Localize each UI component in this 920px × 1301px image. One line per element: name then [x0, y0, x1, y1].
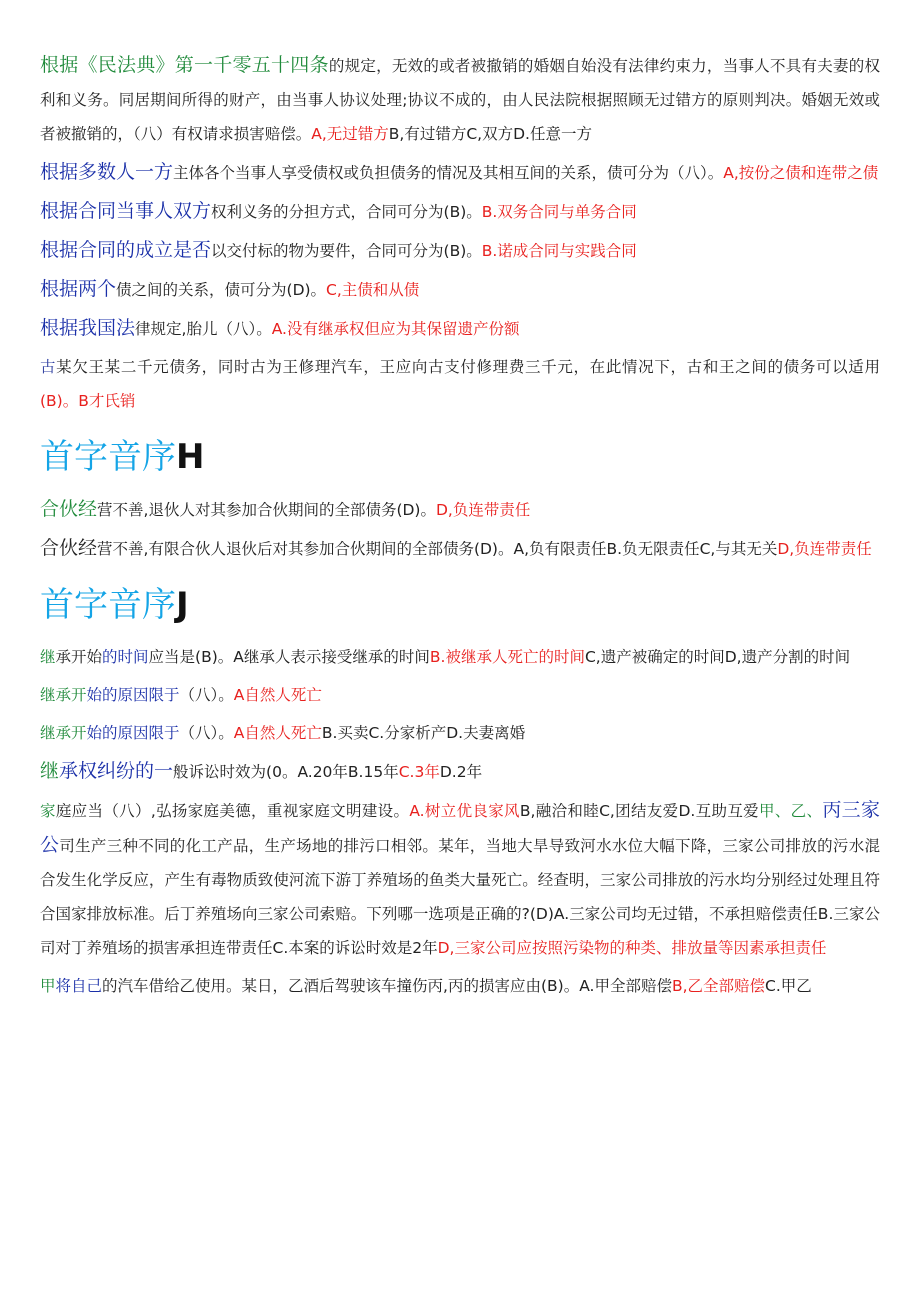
entry-text-span: A自然人死亡 — [233, 724, 322, 742]
entry-text-span: 甲 — [40, 977, 56, 995]
section-heading-h — [40, 432, 880, 482]
entry-text-span: 继 — [40, 760, 60, 782]
entry-paragraph — [40, 194, 880, 229]
entry-paragraph — [40, 969, 880, 1003]
entry-paragraph — [40, 531, 880, 566]
entry-paragraph — [40, 640, 880, 674]
entry-paragraph — [40, 233, 880, 268]
entry-paragraph — [40, 48, 880, 151]
entry-text-span: C.甲乙 — [765, 977, 812, 995]
entry-text-span: B.买卖C.分家析产D.夫妻离婚 — [321, 724, 526, 742]
entry-text-span: 营不善,退伙人对其参加合伙期间的全部债务(D)。 — [97, 501, 436, 519]
entry-text-span: 般诉讼时效为(0。A.20年B.15年 — [173, 763, 399, 781]
entry-text-span: D.2年 — [439, 763, 483, 781]
entry-text-span: 司生产三种不同的化工产品，生产场地的排污口相邻。某年，当地大旱导致河水水位大幅下降，三家公司排放的污水混合发生化学反应，产生有毒物质致使河流下游丁养殖场的鱼类大量死亡。经查明，三家公司排放的污水均分别经过处理且符合国家排放标准。后丁养殖场向三家公司索赔。下列哪一选项是正确的?(D)A.三家公司均无过错，不承担赔偿责任B.三家公司对丁养殖场的损害承担连带责任C.本案的诉讼时效是2年 — [40, 837, 880, 957]
entry-paragraph — [40, 716, 880, 750]
heading-j-letter: J — [176, 585, 189, 625]
entry-text-span: B.双务合同与单务合同 — [481, 203, 637, 221]
entry-text-span: （八）。 — [179, 724, 234, 742]
entry-paragraph — [40, 311, 880, 346]
entry-text-span: C,遗产被确定的时间D,遗产分割的时间 — [584, 648, 851, 666]
entry-text-span: 始的原因限于 — [86, 724, 180, 742]
entry-text-span: 根据《民法典》第一千零五十四条 — [40, 54, 329, 76]
entry-text-span: 甲、乙、 — [759, 802, 823, 820]
entry-text-span: 权利义务的分担方式，合同可分为(B)。 — [211, 203, 482, 221]
entry-text-span: 继承开 — [40, 724, 87, 742]
entry-text-span: 古 — [40, 358, 57, 376]
entry-text-span: 债之间的关系，债可分为(D)。 — [116, 281, 327, 299]
entry-text-span: B.诺成合同与实践合同 — [481, 242, 637, 260]
entry-text-span: 丙三家公 — [40, 799, 880, 856]
entry-text-span: 根据合同当事人双方 — [40, 200, 212, 222]
entry-paragraph — [40, 793, 880, 965]
entry-paragraph — [40, 155, 880, 190]
entry-text-span: 的时间 — [102, 648, 149, 666]
entry-text-span: B,乙全部赔偿 — [671, 977, 766, 995]
entry-text-span: 继 — [40, 648, 56, 666]
entry-text-span: 根据合同的成立是否 — [40, 239, 212, 261]
section-heading-j — [40, 580, 880, 630]
entry-text-span: 根据多数人一方 — [40, 161, 174, 183]
entry-text-span: 将自己 — [55, 977, 103, 995]
entry-text-span: 合伙经 — [40, 498, 98, 520]
entry-text-span: A,按份之债和连带之债 — [723, 164, 879, 182]
entry-text-span: (B)。B才氏销 — [40, 392, 136, 410]
entry-text-span: 家 — [40, 802, 56, 820]
entry-text-span: 营不善,有限合伙人退伙后对其参加合伙期间的全部债务(D)。A,负有限责任B.负无限责任C,与其无关 — [97, 540, 778, 558]
entry-text-span: 根据两个 — [40, 278, 117, 300]
section-g-entries — [40, 48, 880, 418]
entry-text-span: 始的原因限于 — [86, 686, 180, 704]
entry-text-span: 律规定,胎儿（八）。 — [135, 320, 272, 338]
entry-text-span: 应当是(B)。A继承人表示接受继承的时间 — [148, 648, 430, 666]
entry-text-span: 承开始 — [55, 648, 103, 666]
entry-text-span: B,融洽和睦C,团结友爱D.互助互爱 — [519, 802, 759, 820]
entry-text-span: 庭应当（八）,弘扬家庭美德，重视家庭文明建设。 — [55, 802, 410, 820]
entry-text-span: A自然人死亡 — [233, 686, 322, 704]
entry-paragraph — [40, 492, 880, 527]
entry-text-span: A.没有继承权但应为其保留遗产份额 — [271, 320, 520, 338]
entry-text-span: 合伙经 — [40, 537, 98, 559]
heading-h-letter: H — [176, 437, 205, 477]
entry-text-span: 的规定，无效的或者被撤销的婚姻自始没有法律约束力，当事人不具有夫妻的权利和义务。同居期间所得的财产，由当事人协议处理;协议不成的，由人民法院根据照顾无过错方的原则判决。婚姻无效或者被撤销的，（八）有权请求损害赔偿。 — [40, 57, 880, 143]
entry-paragraph — [40, 350, 880, 418]
entry-text-span: B,有过错方C,双方D.任意一方 — [388, 125, 592, 143]
entry-text-span: A,无过错方 — [311, 125, 389, 143]
entry-text-span: 继承开 — [40, 686, 87, 704]
entry-paragraph — [40, 754, 880, 789]
entry-text-span: C.3年 — [398, 763, 440, 781]
section-h-entries — [40, 492, 880, 566]
entry-text-span: 以交付标的物为要件，合同可分为(B)。 — [211, 242, 482, 260]
section-j-entries — [40, 640, 880, 1003]
entry-text-span: D,三家公司应按照污染物的种类、排放量等因素承担责任 — [437, 939, 827, 957]
entry-text-span: 主体各个当事人享受债权或负担债务的情况及其相互间的关系，债可分为（八）。 — [173, 164, 724, 182]
entry-text-span: D,负连带责任 — [435, 501, 531, 519]
entry-text-span: 根据我国法 — [40, 317, 136, 339]
heading-h-text: 首字音序 — [40, 437, 176, 477]
entry-text-span: D,负连带责任 — [777, 540, 872, 558]
entry-text-span: C,主债和从债 — [326, 281, 420, 299]
entry-paragraph — [40, 272, 880, 307]
entry-text-span: 某欠王某二千元债务，同时古为王修理汽车，王应向古支付修理费三千元，在此情况下，古和王之间的债务可以适用 — [56, 358, 880, 376]
heading-j-text: 首字音序 — [40, 585, 176, 625]
entry-text-span: A.树立优良家风 — [409, 802, 520, 820]
entry-paragraph — [40, 678, 880, 712]
entry-text-span: B.被继承人死亡的时间 — [429, 648, 585, 666]
entry-text-span: （八）。 — [179, 686, 234, 704]
entry-text-span: 的汽车借给乙使用。某日，乙酒后驾驶该车撞伤丙,丙的损害应由(B)。A.甲全部赔偿 — [102, 977, 672, 995]
entry-text-span: 承权纠纷的一 — [59, 760, 174, 782]
